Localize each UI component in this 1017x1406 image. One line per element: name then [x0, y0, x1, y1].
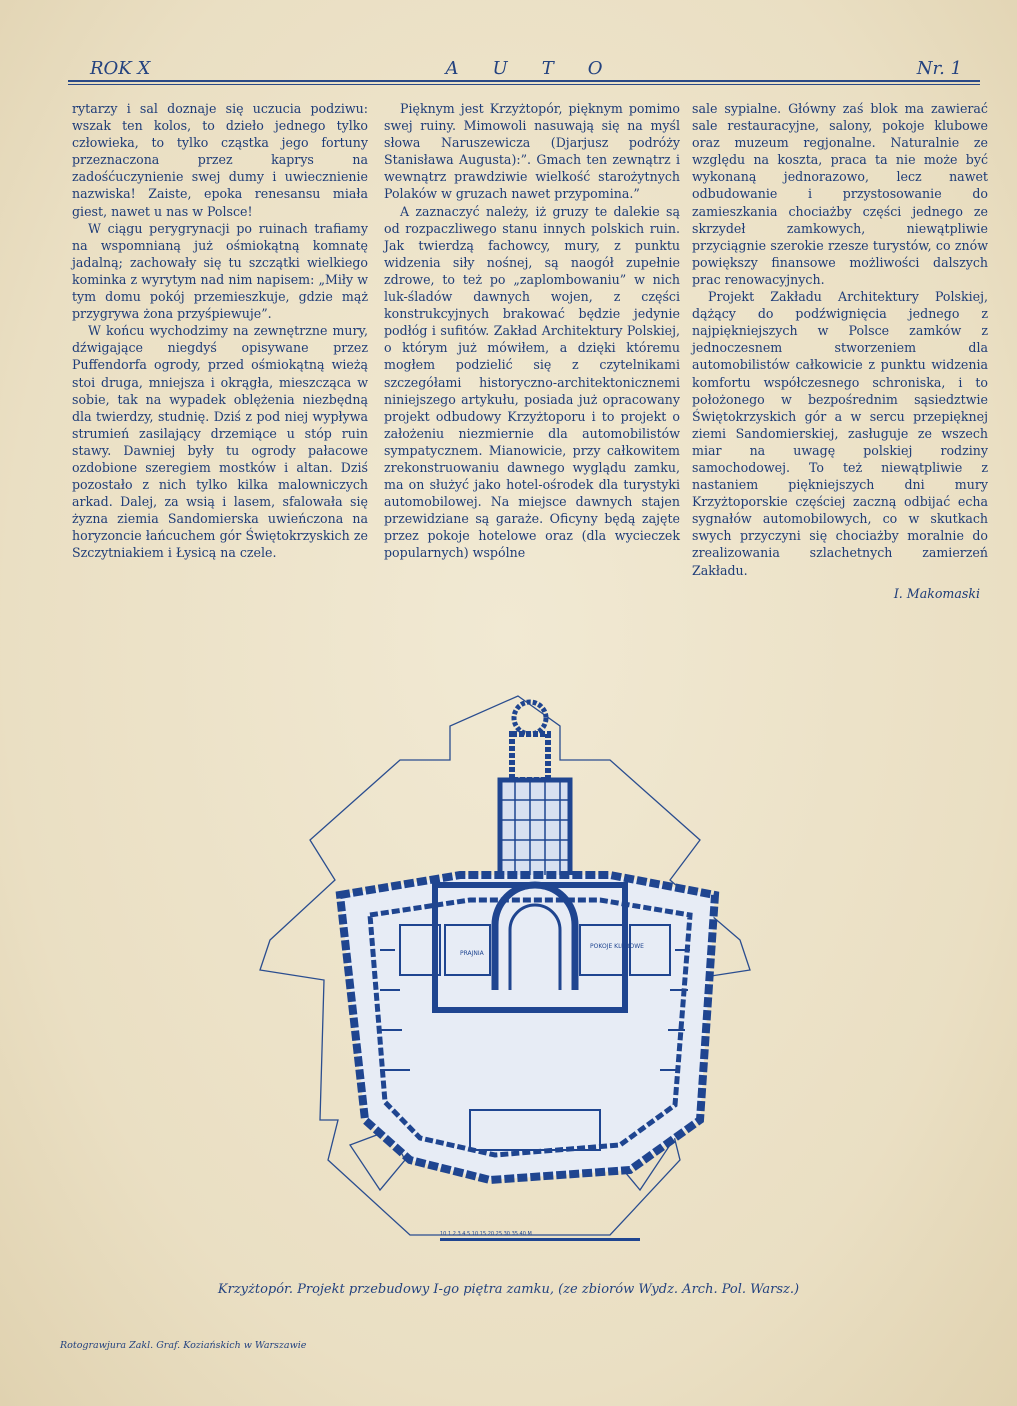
paragraph: A zaznaczyć należy, iż gruzy te dalekie są od rozpaczliwego stanu innych polskich ruin. Jak twierdzą fachowcy, mury, z punktu widzenia siły nośnej, są naogół zupełnie zdrowe, to też po „zaplombowaniu” w nich luk-śladów dawnych wojen, z części konstrukcyjnych brakować będzie jedynie podłóg i sufitów. Zakład Architektury Polskiej, o którym już mówiłem, a dzięki któremu mogłem podzielić się z czytelnikami szczegółami historyczno-architektonicznemi niniejszego artykułu, posiada już opracowany projekt odbudowy Krzyżtoporu i to projekt o założeniu niezmiernie dla automobilistów sympatycznem. Mianowicie, przy całkowitem zrekonstruowaniu dawnego wyglądu zamku, ma on służyć jako hotel-ośrodek dla turystyki automobilowej. Na miejsce dawnych stajen przewidziane są garaże. Oficyny będą zajęte przez pokoje hotelowe oraz (dla wycieczek popularnych) wspólne	[384, 203, 680, 561]
text-column-3	[692, 100, 988, 602]
room-label: PRAJNIA	[460, 950, 484, 957]
scale-bar-label: 10 1 2 3 4 5 10 15 20 25 30 35 40 M	[440, 1231, 532, 1237]
text-column-1	[72, 100, 368, 562]
paragraph: Projekt Zakładu Architektury Polskiej, dążący do podźwignięcia jednego z najpiękniejszych w Polsce zamków z jednoczesnem stworzeniem dla automobilistów całkowicie z punktu widzenia komfortu współczesnego schroniska, i to położonego w bezpośrednim sąsiedztwie Świętokrzyskich gór a w sercu przepięknej ziemi Sandomierskiej, zasługuje ze wszech miar na uwagę polskiej rodziny samochodowej. To też niewątpliwie z nastaniem piękniejszych dni mury Krzyżtoporskie częściej zaczną odbijać echa sygnałów automobilowych, co w skutkach swych przyczyni się chociażby moralnie do zrealizowania szlachetnych zamierzeń Zakładu.	[692, 289, 988, 578]
printer-credit: Rotograwjura Zakl. Graf. Koziańskich w Warszawie	[60, 1340, 307, 1351]
header-issue: Nr. 1	[916, 58, 962, 79]
author-signature: I. Makomaski	[893, 585, 980, 601]
figure-caption: Krzyżtopór. Projekt przebudowy I-go piętra zamku, (ze zbiorów Wydz. Arch. Pol. Warsz.)	[217, 1282, 800, 1297]
room-label: POKOJE KLUBOWE	[590, 943, 644, 950]
text-column-2	[384, 100, 680, 562]
paragraph: rytarzy i sal doznaje się uczucia podziwu: wszak ten kolos, to dzieło jednego tylko człowieka, to tylko cząstka jego fortuny przeznaczona przez kaprys na zadośćuczynienie swej dumy i uwiecznienie nazwiska! Zaiste, epoka renesansu miała giest, nawet u nas w Polsce!	[72, 101, 368, 219]
running-header	[68, 58, 980, 80]
paragraph: W ciągu perygrynacji po ruinach trafiamy na wspomnianą już ośmiokątną komnatę jadalną; zachowały się tu szczątki wielkiego kominka z wyrytym nad nim napisem: „Miły w tym domu pokój przemieszkuje, gdzie mąż przygrywa żona przyśpiewuje”.	[72, 220, 368, 322]
header-title: AUTO	[445, 58, 637, 79]
paragraph: Pięknym jest Krzyżtopór, pięknym pomimo swej ruiny. Mimowoli nasuwają się na myśl słowa Naruszewicza (Djarjusz podróży Stanisława Augusta):”. Gmach ten zewnątrz i wewnątrz prawdziwie wielkość starożytnych Polaków w gruzach nawet przypomina.”	[384, 101, 680, 202]
paragraph: sale sypialne. Główny zaś blok ma zawierać sale restauracyjne, salony, pokoje klubowe oraz muzeum regjonalne. Naturalnie ze względu na koszta, praca ta nie może być wykonaną jednorazowo, lecz nawet odbudowanie i przystosowanie do zamieszkania chociażby części jednego ze skrzydeł zamkowych, niewątpliwie przyciągnie szerokie rzesze turystów, co znów powiększy finansowe możliwości dalszych prac renowacyjnych.	[692, 101, 988, 287]
paragraph: W końcu wychodzimy na zewnętrzne mury, dźwigające niegdyś opisywane przez Puffendorfa ogrody, przed ośmiokątną wieżą stoi druga, mniejsza i okrągła, mieszcząca w sobie, tak na wypadek oblężenia niezbędną dla twierdzy, studnię. Dziś z pod niej wypływa strumień zasilający drzemiące u stóp ruin stawy. Dawniej były tu ogrody pałacowe ozdobione szeregiem mostków i altan. Dziś pozostało z nich tylko kilka malowniczych arkad. Dalej, za wsią i lasem, sfalowała się żyzna ziemia Sandomierska uwieńczona na horyzoncie łańcuchem gór Świętokrzyskich ze Szczytniakiem i Łysicą na czele.	[72, 323, 368, 561]
castle-floor-plan	[230, 690, 790, 1260]
header-rule	[68, 80, 980, 82]
header-volume: ROK X	[90, 58, 151, 79]
header-rule-thin	[68, 84, 980, 85]
